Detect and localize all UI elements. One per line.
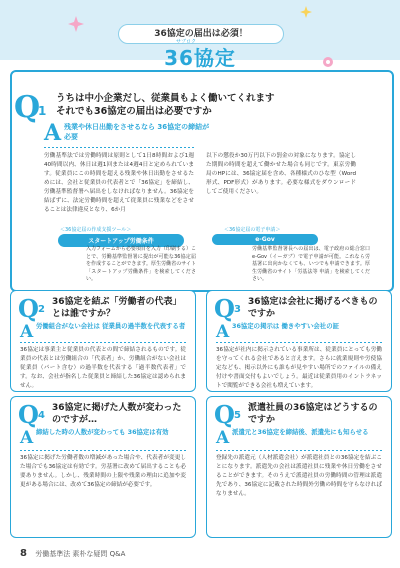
q5-q-mark: Q (214, 400, 235, 429)
q2-question: 36協定を結ぶ「労働者の代表」とは誰ですか？ (52, 297, 182, 319)
tool-bubble: スタートアップ労働条件 (58, 234, 184, 247)
egov-bubble: e-Gov (212, 234, 318, 245)
sparkle-icon (300, 6, 312, 18)
q2-number: 2 (38, 304, 45, 315)
q4-answer: 締結した時の人数が変わっても 36協定は有効 (36, 428, 169, 436)
page-number: 8 (20, 548, 27, 559)
q1-number: 1 (38, 104, 47, 118)
footer-label: 労働基準法 素朴な疑問 Q&A (35, 550, 126, 558)
page-footer (20, 548, 125, 559)
tool-label: ＜36協定届の作成支援ツール＞ (60, 227, 132, 233)
divider (20, 342, 186, 343)
page-title: 36協定 (164, 46, 236, 70)
q2-q-mark: Q (18, 294, 39, 323)
q3-number: 3 (234, 304, 241, 315)
q5-answer: 派遣元と36協定を締結後、派遣先にも知らせる (232, 428, 369, 436)
egov-label: ＜36協定届の電子申請＞ (224, 227, 281, 233)
q5-number: 5 (234, 410, 241, 421)
egov-text: 労働基準監督署長への届出は、電子政府の総合窓口e-Gov（イーガブ）で電子申請が可能。これなら労基署に出向かなくても、いつでも申請できます。厚生労働省のサイト「労基法等 申請」を検索してください。 (252, 246, 370, 282)
q4-question: 36協定に掲げた人数が変わったのですが… (52, 403, 182, 425)
q1-q-mark: Q (14, 90, 41, 125)
q3-answer: 36協定の掲示は 働きやすい会社の証 (232, 322, 339, 330)
q4-body: 36協定に掲げた労働者数の増減があった場合や、代表者が変更した場合でも36協定は有効です。労基署に改めて届出することも必要ありません。しかし、残業時間の上限や残業の理由に追加や変更がある場合には、改めて36協定の締結が必要です。 (20, 455, 186, 488)
title-ruby: サブロク (176, 39, 197, 45)
q1-question: うちは中小企業だし、従業員もよく働いてくれます それでも36協定の届出は必要ですか (56, 93, 275, 117)
q2-answer: 労働組合がない会社は 従業員の過半数を代表する者 (36, 322, 186, 330)
divider (44, 147, 194, 148)
q1-a-mark: A (44, 120, 62, 146)
q3-a-mark: A (216, 322, 230, 342)
flower-icon (322, 56, 334, 68)
q1-body-right: 以下の懲役か30万円以下の罰金の対象になります。協定した期間の時間を超えて働かせた場合も同じです。東京労働局のHPには、36協定届を含め、各種様式のひな型（Word形式、PDF形式）があります。必要な様式をダウンロードしてご使用ください。 (206, 153, 356, 195)
q2-body: 36協定は事業主と従業員の代表との間で締結されるものです。従業員の代表とは労働組合の「代表者」か、労働組合がない会社は従業員（パート含む）の過半数を代表する「過半数代表者」です。なお、会社が指名した従業員と締結した36協定は認められません。 (20, 347, 186, 389)
q5-body: 登録先の派遣元（人材派遣会社）が派遣社員との36協定を結ぶことになります。派遣先の会社は派遣社員に残業や休日労働をさせることができます。そのうえで派遣社員の労働時間の管理は派遣先であり、36協定に記載された時間外労働の時間を守らなければなりません。 (216, 455, 382, 497)
divider (216, 450, 382, 451)
header-pill: 36協定の届出は必須！ (118, 24, 284, 44)
q2-a-mark: A (20, 322, 34, 342)
q5-a-mark: A (216, 428, 230, 448)
q1-body-left: 労働基準法では労働時間は原則として1日8時間および1週40時間以内、休日は週1回または4週4日と定められています。従業員にこの時間を超える残業や休日出勤をさせるためには、会社と従業員の代表者とで「36協定」を締結し、労働基準監督署へ届出をしなければなりません。36協定を結ばずに、法定労働時間を超えて従業員に残業などをさせることは法律違反となり、6か月 (44, 153, 194, 213)
tool-text: 入力フォームから必要項目を入力（印刷する）ことで、労働基準監督署に提出が可能な36協定届を作成することができます。厚生労働省のサイト「スタートアップ労働条件」を検索してください。 (86, 246, 196, 282)
q5-question: 派遣社員の36協定はどうするのですか (248, 403, 378, 425)
q1-answer: 残業や休日出勤をさせるなら 36協定の締結が必要 (64, 123, 210, 141)
q4-q-mark: Q (18, 400, 39, 429)
q3-question: 36協定は会社に掲げるべきものですか (248, 297, 378, 319)
q4-a-mark: A (20, 428, 34, 448)
q3-body: 36協定が社内に掲示されている事業所は、従業員にとっても労働を守ってくれる会社であると言えます。さらに就業規則や労使協定なども、掲示以外にも誰もが見やすい場所でのファイルの備え付けや書面交付もよいでしょう。最近は従業員用のイントラネットで閲覧ができる会社も増えています。 (216, 347, 382, 389)
sparkle-icon (68, 16, 84, 32)
q3-q-mark: Q (214, 294, 235, 323)
q4-number: 4 (38, 410, 45, 421)
divider (216, 342, 382, 343)
divider (20, 450, 186, 451)
